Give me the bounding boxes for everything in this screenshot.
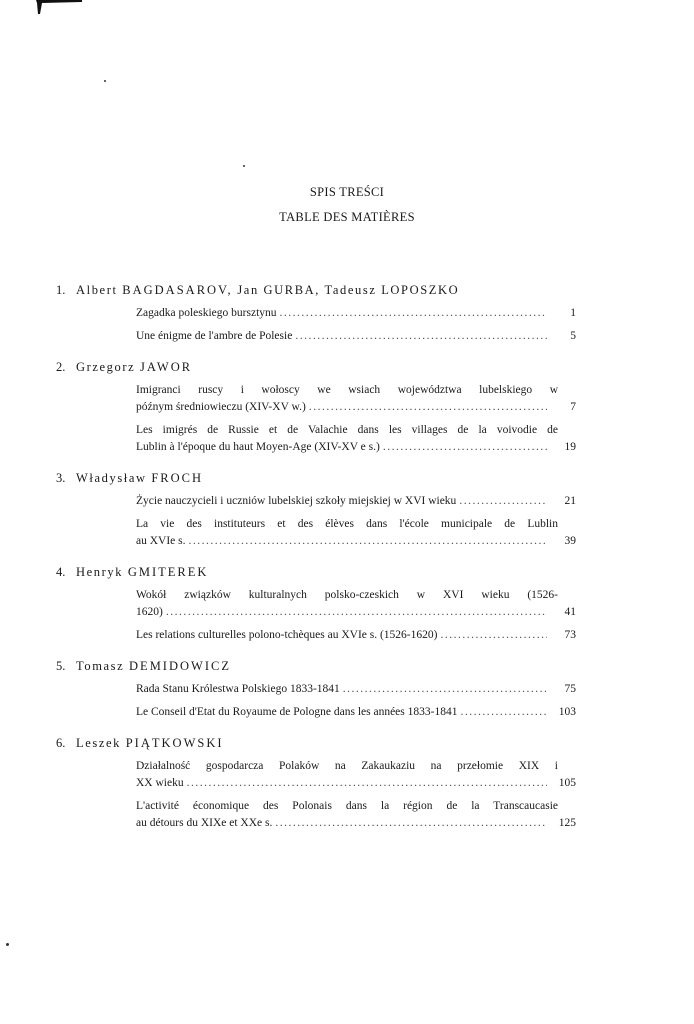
toc-entry — [136, 704, 576, 721]
toc-section — [56, 471, 576, 550]
toc-entry — [136, 516, 576, 550]
entry-title-line: Działalność gospodarcza Polaków na Zakaukaziu na przełomie XIX i — [136, 760, 558, 772]
entry-title-text: Lublin à l'époque du haut Moyen-Age (XIV-XV e s.) — [136, 441, 380, 453]
author-line — [56, 736, 576, 751]
dot-leader — [440, 627, 547, 644]
author-line — [56, 565, 576, 580]
author-surname: GMITEREK — [127, 565, 209, 579]
page-number: 19 — [564, 441, 576, 453]
toc-entry — [136, 798, 576, 832]
entry-title-line: Imigranci ruscy i wołoscy we wsiach województwa lubelskiego w — [136, 384, 558, 396]
entry-title-line: La vie des instituteurs et des élèves dans l'école municipale de Lublin — [136, 518, 558, 530]
page-number: 73 — [564, 629, 576, 641]
section-number: 5. — [56, 659, 66, 673]
entry-title-text: au détours du XIXe et XXe s. — [136, 817, 273, 829]
toc-entry — [136, 587, 576, 621]
section-number: 6. — [56, 736, 66, 750]
entry-title-row — [136, 305, 576, 322]
author-line — [56, 659, 576, 674]
entry-title-text: Une énigme de l'ambre de Polesie — [136, 330, 293, 342]
entry-title-text: au XVIe s. — [136, 535, 186, 547]
scan-speck — [6, 943, 9, 946]
entry-title-text: Rada Stanu Królestwa Polskiego 1833-1841 — [136, 683, 340, 695]
entry-title-text: Życie nauczycieli i uczniów lubelskiej szkoły miejskiej w XVI wieku — [136, 495, 457, 507]
section-number: 3. — [56, 471, 66, 485]
toc-entry — [136, 328, 576, 345]
author-given-name: Tomasz — [76, 659, 130, 673]
entry-title-line: L'activité économique des Polonais dans la région de la Transcaucasie — [136, 800, 558, 812]
author-surname: FROCH — [151, 471, 204, 485]
author-line — [56, 283, 576, 298]
entry-title-text: późnym średniowieczu (XIV-XV w.) — [136, 401, 306, 413]
toc-entry — [136, 422, 576, 456]
dot-leader — [309, 399, 547, 416]
entry-title-row — [136, 439, 576, 456]
toc-section — [56, 659, 576, 721]
dot-leader — [383, 439, 547, 456]
dot-leader — [459, 493, 547, 510]
page-number: 75 — [564, 683, 576, 695]
toc-section — [56, 283, 576, 345]
entry-title-text: Le Conseil d'Etat du Royaume de Pologne dans les années 1833-1841 — [136, 706, 458, 718]
table-of-contents — [56, 283, 576, 847]
page-number: 39 — [564, 535, 576, 547]
entry-title-row — [136, 328, 576, 345]
author-given-name: Władysław — [76, 471, 152, 485]
page-number: 5 — [570, 330, 576, 342]
entry-title-text: Zagadka poleskiego bursztynu — [136, 307, 277, 319]
scan-speck — [104, 80, 106, 82]
dot-leader — [460, 704, 547, 721]
entry-title-row — [136, 493, 576, 510]
author-surname: JAWOR — [140, 360, 193, 374]
author-given-name: Leszek — [76, 736, 126, 750]
toc-entry — [136, 681, 576, 698]
heading-french: TABLE DES MATIÈRES — [279, 210, 415, 224]
author-surname: PIĄTKOWSKI — [125, 736, 224, 750]
dot-leader — [189, 533, 548, 550]
scan-speck — [243, 165, 245, 167]
author-given-name: Henryk — [76, 565, 128, 579]
toc-entry — [136, 627, 576, 644]
author-surname: DEMIDOWICZ — [129, 659, 231, 673]
entry-title-row — [136, 604, 576, 621]
entry-title-row — [136, 704, 576, 721]
author-surname: BAGDASAROV, — [122, 283, 233, 297]
dot-leader — [280, 305, 547, 322]
entry-title-row — [136, 627, 576, 644]
author-coauthors: Jan GURBA, Tadeusz LOPOSZKO — [232, 283, 460, 297]
toc-section — [56, 736, 576, 832]
author-line — [56, 360, 576, 375]
heading-polish: SPIS TREŚCI — [309, 185, 385, 199]
dot-leader — [166, 604, 547, 621]
toc-entry — [136, 493, 576, 510]
entry-title-row — [136, 681, 576, 698]
author-given-name: Grzegorz — [76, 360, 141, 374]
page-number: 21 — [564, 495, 576, 507]
entry-title-text: XX wieku — [136, 777, 184, 789]
page-number: 105 — [558, 777, 576, 789]
page-number: 1 — [570, 307, 576, 319]
author-given-name: Albert — [76, 283, 123, 297]
entry-title-row — [136, 775, 576, 792]
author-line — [56, 471, 576, 486]
toc-entry — [136, 382, 576, 416]
dot-leader — [275, 815, 547, 832]
entry-title-row — [136, 399, 576, 416]
page-number: 7 — [570, 401, 576, 413]
toc-section — [56, 565, 576, 644]
entry-title-row — [136, 533, 576, 550]
entry-title-line: Wokół związków kulturalnych polsko-czeskich w XVI wieku (1526- — [136, 589, 558, 601]
entry-title-text: Les relations culturelles polono-tchèques au XVIe s. (1526-1620) — [136, 629, 438, 641]
dot-leader — [343, 681, 547, 698]
dot-leader — [187, 775, 547, 792]
page-number: 103 — [558, 706, 576, 718]
toc-section — [56, 360, 576, 456]
section-number: 4. — [56, 565, 66, 579]
entry-title-row — [136, 815, 576, 832]
dot-leader — [295, 328, 547, 345]
page-number: 41 — [564, 606, 576, 618]
section-number: 1. — [56, 283, 66, 297]
toc-entry — [136, 758, 576, 792]
section-number: 2. — [56, 360, 66, 374]
page-number: 125 — [558, 817, 576, 829]
entry-title-text: 1620) — [136, 606, 163, 618]
toc-entry — [136, 305, 576, 322]
scan-corner-mark — [36, 0, 82, 14]
entry-title-line: Les imigrés de Russie et de Valachie dans les villages de la voivodie de — [136, 424, 558, 436]
